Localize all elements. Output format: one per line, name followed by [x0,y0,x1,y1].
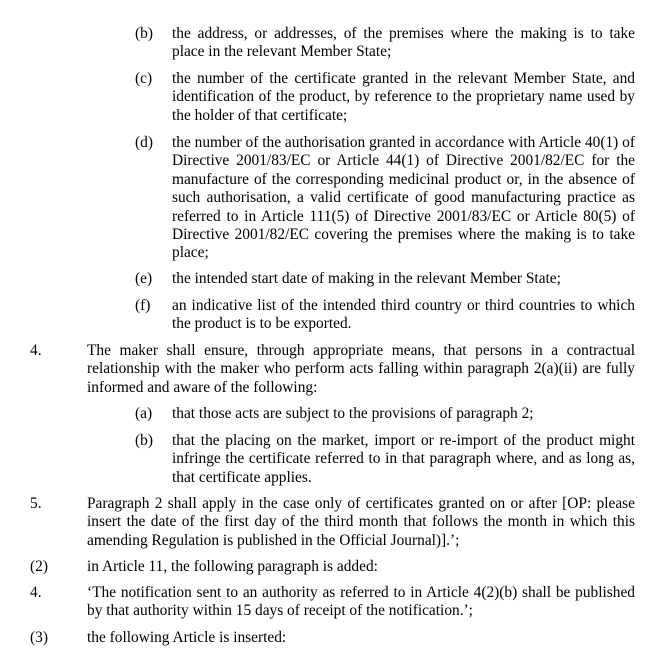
item-label-e: (e) [135,270,153,287]
amendment-3-text: the following Article is inserted: [87,629,287,646]
para4-item-label-b: (b) [135,432,153,449]
paragraph-4b-text: ‘The notification sent to an authority as referred to in Article 4(2)(b) shall be published by that authority within 15 days of receipt of the notification.’; [87,584,635,620]
item-text-d: the number of the authorisation granted in accordance with Article 40(1) of Directive 2001/83/EC or Article 44(1) of Directive 2001/82/EC for the manufacture of the corresponding medicinal product or, in the absence of such authorisation, a valid certificate of good manufacturing practice as referred to in Article 111(5) of Directive 2001/83/EC or Article 80(5) of Directive 2001/82/EC covering the premises where the making is to take place; [172,134,635,262]
para4-item-text-a: that those acts are subject to the provisions of paragraph 2; [172,405,534,422]
para4-item-text-b: that the placing on the market, import or re-import of the product might infringe the certificate referred to in that paragraph where, and as long as, that certificate applies. [172,432,635,486]
paragraph-5-text: Paragraph 2 shall apply in the case only of certificates granted on or after [OP: please insert the date of the first day of the third month that follows the month in which this amending Regulation is published in the Official Journal)].’; [87,495,635,549]
item-label-c: (c) [135,70,153,87]
item-text-e: the intended start date of making in the relevant Member State; [172,270,561,287]
paragraph-4-text: The maker shall ensure, through appropriate means, that persons in a contractual relationship with the maker who perform acts falling within paragraph 2(a)(ii) are fully informed and aware of the following: [87,342,635,396]
paragraph-number-4: 4. [30,342,42,359]
item-text-f: an indicative list of the intended third country or third countries to which the product is to be exported. [172,297,635,333]
amendment-2-text: in Article 11, the following paragraph is added: [87,558,378,575]
item-text-c: the number of the certificate granted in the relevant Member State, and identification of the product, by reference to the proprietary name used by the holder of that certificate; [172,70,635,124]
item-label-f: (f) [135,297,151,314]
paragraph-number-4b: 4. [30,584,42,601]
item-text-b: the address, or addresses, of the premises where the making is to take place in the relevant Member State; [172,25,635,61]
para4-item-label-a: (a) [135,405,153,422]
item-label-b: (b) [135,25,153,42]
item-label-d: (d) [135,134,153,151]
amendment-number-3: (3) [30,629,48,646]
paragraph-number-5: 5. [30,495,42,512]
amendment-number-2: (2) [30,558,48,575]
